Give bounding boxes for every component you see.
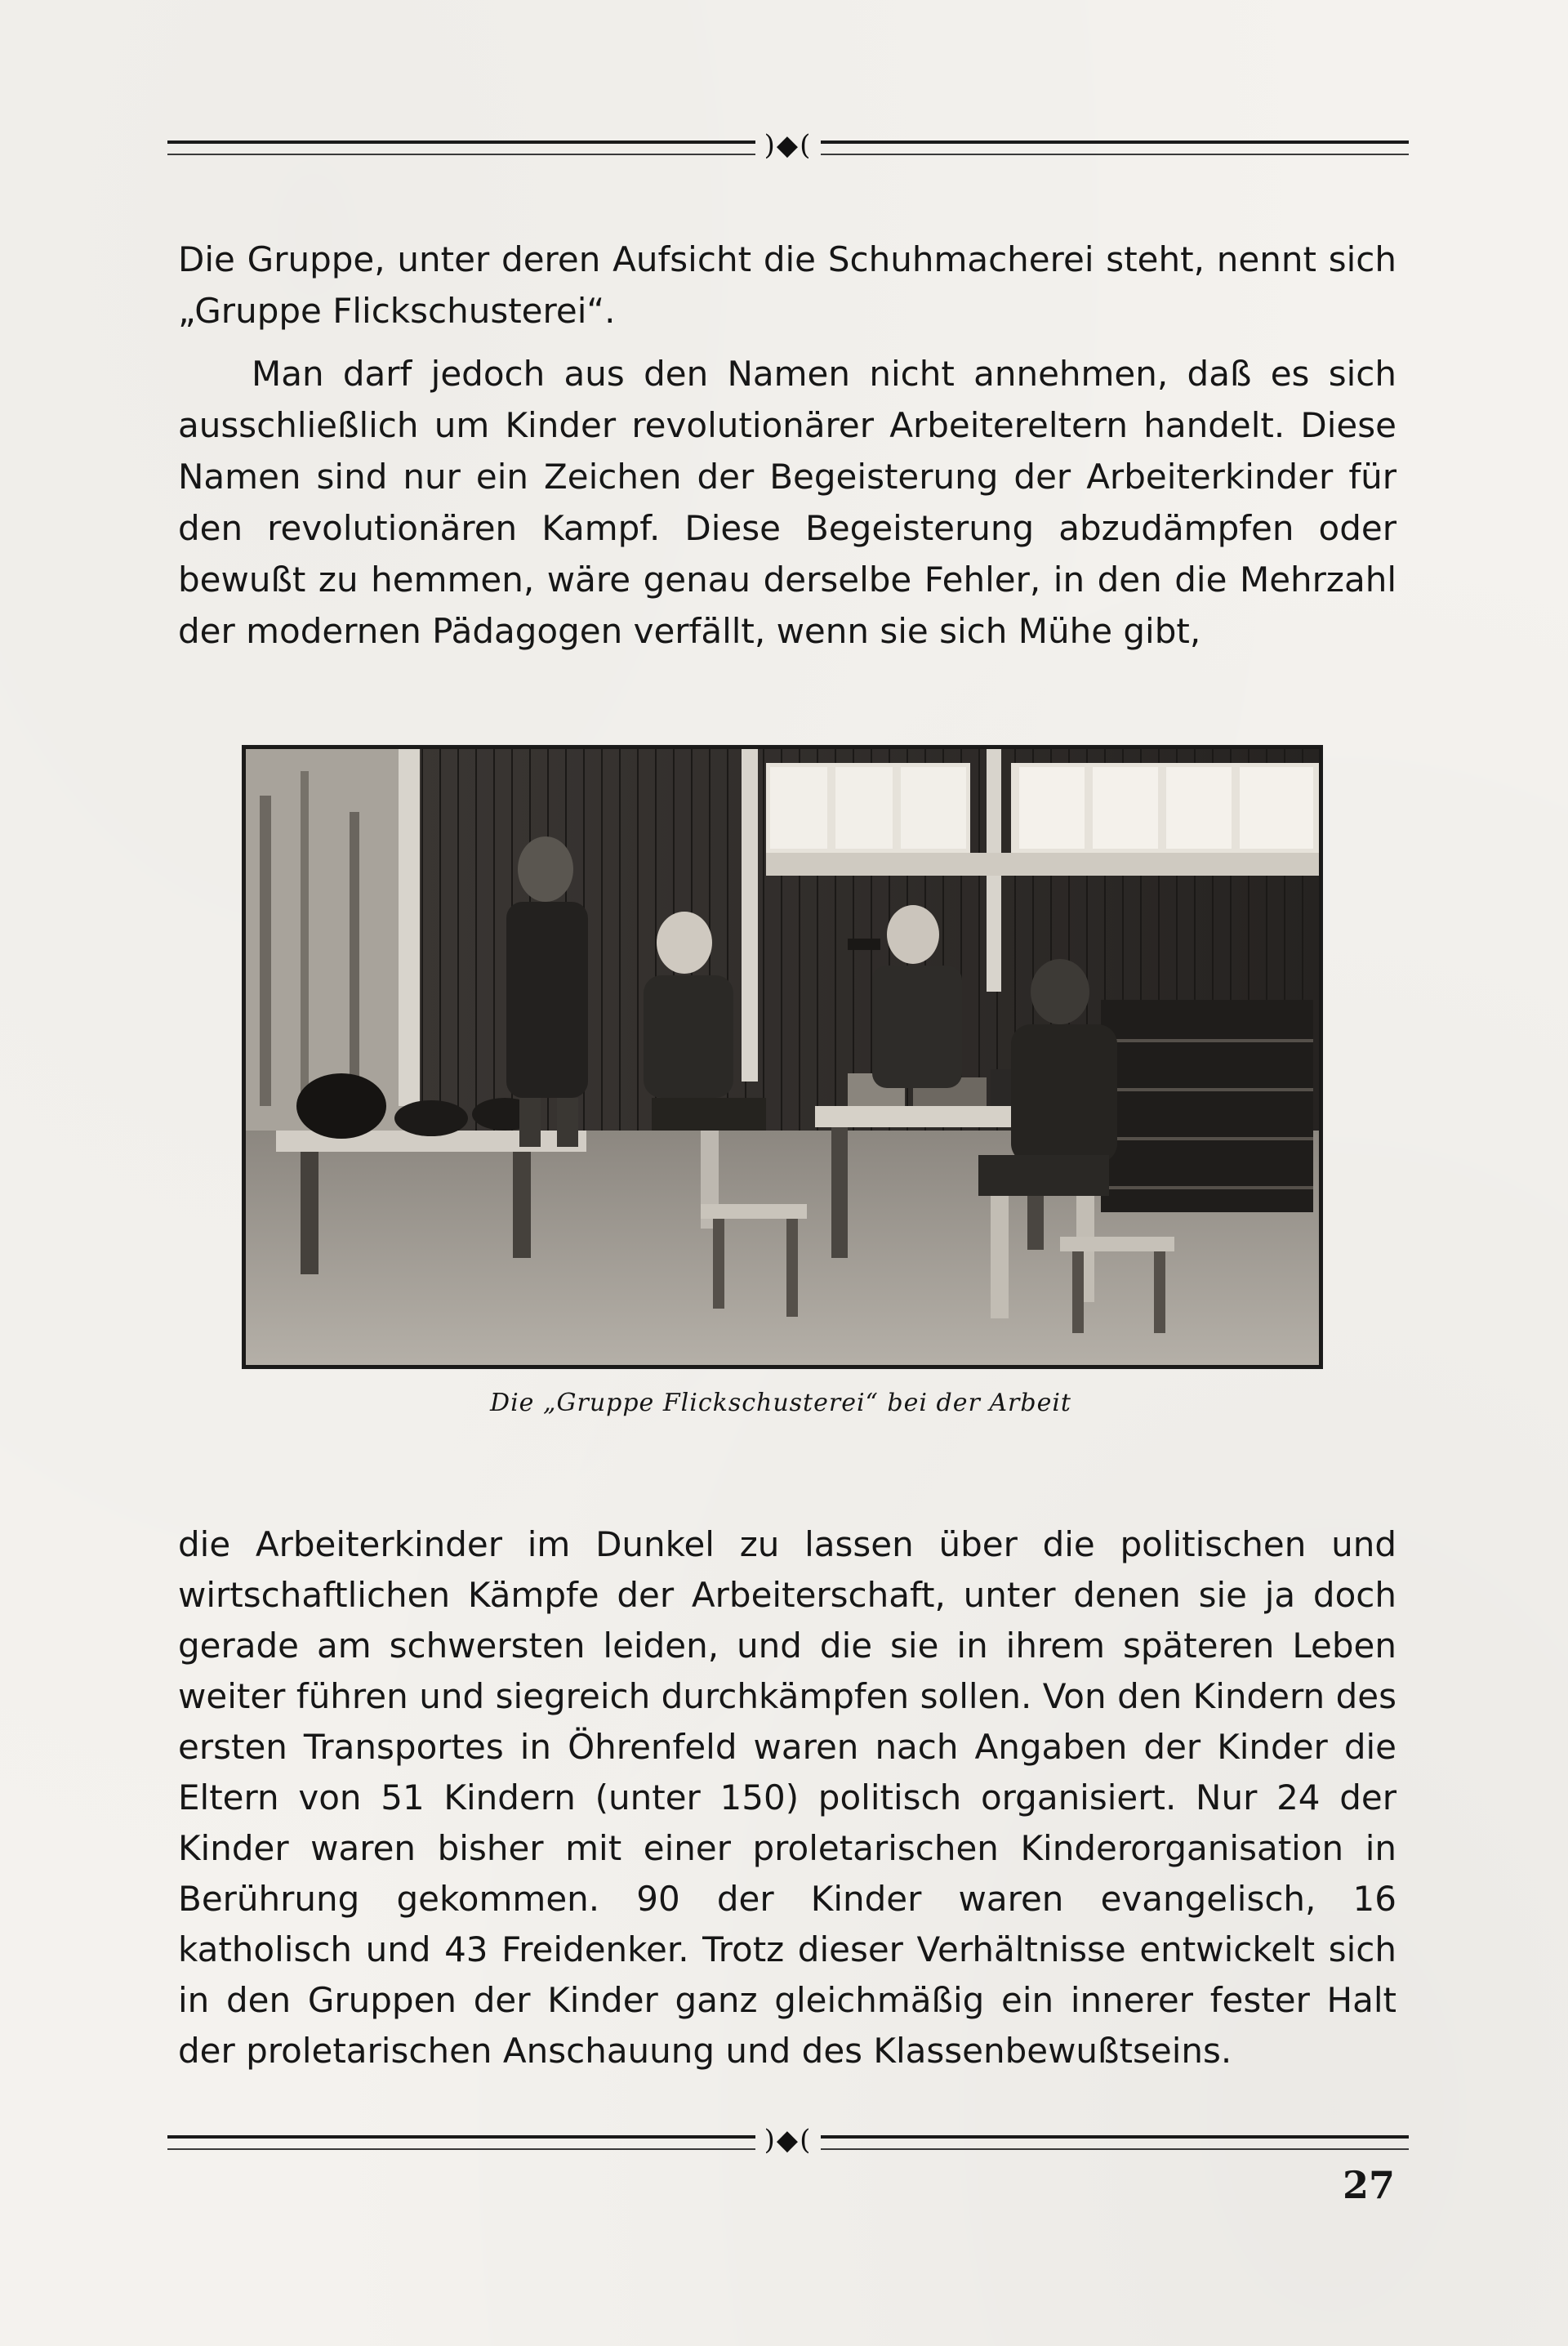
ornament-bar-right [821,2135,1409,2150]
paragraph-1: Die Gruppe, unter deren Aufsicht die Schuhmacherei steht, nennt sich „Gruppe Flickschusterei“. [178,239,1396,331]
paragraph-3: die Arbeiterkinder im Dunkel zu lassen über die politischen und wirtschaftlichen Kämpfe der Arbeiterschaft, unter denen sie ja doch gerade am schwersten leiden, und die sie in ihrem späteren Leben weiter führen und siegreich durchkämpfen sollen. Von den Kindern des ersten Transportes in Öhrenfeld waren nach Angaben der Kinder die Eltern von 51 Kindern (unter 150) politisch organisiert. Nur 24 der Kinder waren bisher mit einer proletarischen Kinderorganisation in Berührung gekommen. 90 der Kinder waren evangelisch, 16 katholisch und 43 Freidenker. Trotz dieser Verhältnisse entwickelt sich in den Gruppen der Kinder ganz gleichmäßig ein innerer fester Halt der proletarischen Anschauung und des Klassenbewußtseins. [178,1524,1396,2071]
ornament-center-symbol: )◆( [764,129,813,162]
paragraph-2: Man darf jedoch aus den Namen nicht annehmen, daß es sich ausschließlich um Kinder revolutionärer Arbeitereltern handelt. Diese Namen sind nur ein Zeichen der Begeisterung der Arbeiterkinder für den revolutionären Kampf. Diese Begeisterung abzudämpfen oder bewußt zu hemmen, wäre genau derselbe Fehler, in den die Mehrzahl der modernen Pädagogen verfällt, wenn sie sich Mühe gibt, [178,354,1396,651]
top-text-block [178,234,1396,657]
photograph-shoemaking-group [242,745,1323,1369]
bottom-ornament-rule [167,2124,1409,2156]
page-number: 27 [1342,2163,1395,2207]
ornament-bar-left [167,140,755,155]
ornament-bar-right [821,140,1409,155]
ornament-bar-left [167,2135,755,2150]
top-ornament-rule [167,129,1409,162]
photo-illustration [243,747,1321,1367]
photo-caption: Die „Gruppe Flickschusterei“ bei der Arbeit [490,1389,1071,1417]
ornament-center-symbol: )◆( [764,2124,813,2156]
bottom-text-block [178,1519,1396,2076]
